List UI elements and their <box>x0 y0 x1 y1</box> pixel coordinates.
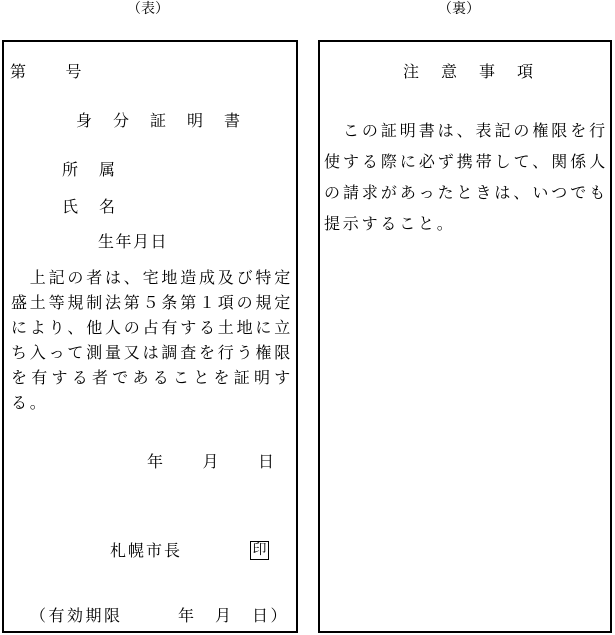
notice-body <box>324 115 608 239</box>
validity-period: （有効期限 年 月 日） <box>30 606 290 625</box>
affiliation-label: 所 属 <box>62 160 118 179</box>
issue-date-line: 年 月 日 <box>147 452 277 471</box>
notice-line: 使する際に必ず携帯して、関係人 <box>324 152 608 171</box>
name-label: 氏 名 <box>62 197 118 216</box>
front-side-header: （表） <box>127 1 169 17</box>
body-line: 盛土等規制法第５条第１項の規定 <box>11 293 293 312</box>
notice-title: 注 意 事 項 <box>403 62 537 81</box>
body-line: を有する者であることを証明す <box>11 368 293 387</box>
birthdate-label: 生年月日 <box>98 232 169 251</box>
body-line: 上記の者は、宅地造成及び特定 <box>11 268 293 287</box>
back-side-header: （裏） <box>438 1 480 17</box>
notice-line: 提示すること。 <box>324 214 456 233</box>
document-title: 身 分 証 明 書 <box>76 111 243 130</box>
notice-line: この証明書は、表記の権限を行 <box>324 121 608 140</box>
notice-line: の請求があったときは、いつでも <box>324 183 608 202</box>
seal-mark: 印 <box>250 541 269 560</box>
body-line: ち入って測量又は調査を行う権限 <box>11 343 293 362</box>
certificate-back <box>318 40 612 633</box>
certificate-number-label: 第 号 <box>10 62 85 81</box>
body-line: る。 <box>11 393 49 412</box>
body-line: により、他人の占有する土地に立 <box>11 318 293 337</box>
certificate-body <box>11 265 293 415</box>
certificate-front <box>2 40 298 633</box>
issuer-name: 札幌市長 <box>110 541 183 560</box>
